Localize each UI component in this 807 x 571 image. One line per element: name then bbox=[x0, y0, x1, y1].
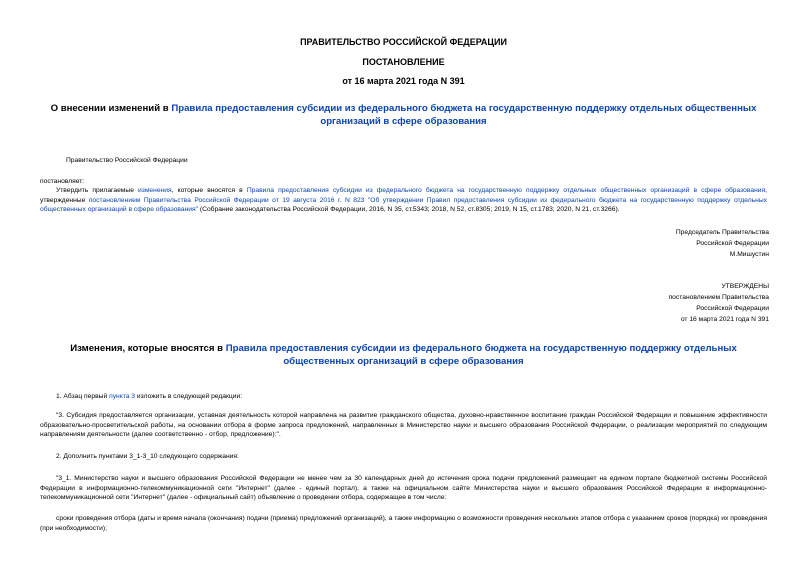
preamble-decides: постановляет: bbox=[40, 178, 85, 185]
rules-link[interactable]: Правила предоставления субсидии из федерального бюджета на государственную поддержку отдельных общественных организаций в сфере образования bbox=[246, 187, 766, 194]
changes-link[interactable]: изменения bbox=[138, 187, 172, 194]
preamble-approve-paragraph bbox=[40, 186, 767, 215]
header-government: ПРАВИТЕЛЬСТВО РОССИЙСКОЙ ФЕДЕРАЦИИ bbox=[300, 37, 507, 47]
changes-title-rules-link[interactable]: Правила предоставления субсидии из федерального бюджета на государственную поддержку отдельных общественных организаций в сфере образования bbox=[225, 343, 737, 367]
quote2-paragraph: "3_1. Министерство науки и высшего образования Российской Федерации не менее чем за 30 календарных дней до истечения срока подачи предложений размещает на едином портале бюджетной системы Российской Федерации в информационно-телекоммуникационной сети "Интернет" (далее - единый портал), а также на официальном сайте Министерства науки и высшего образования Российской Федерации в информационно-телекоммуникационной сети "Интернет" (далее - официальный сайт) объявление о проведении отбора, содержащее в том числе: bbox=[40, 475, 767, 502]
approve-text-c: , утвержденные bbox=[40, 187, 767, 204]
title-prefix: О внесении изменений в bbox=[50, 103, 172, 114]
quote1-paragraph: "3. Субсидия предоставляется организации, уставная деятельность которой направлена на развитие гражданского общества, духовно-нравственное воспитание граждан Российской Федерации и повышение эффективности образовательно-просветительской работы, на основании отбора в форме запроса предложений, направленных в Министерство науки и высшего образования Российской Федерации, о реализации мероприятий по следующим направлениям деятельности (далее соответственно - отбор, предложение):". bbox=[40, 412, 767, 439]
header-doc-type: ПОСТАНОВЛЕНИЕ bbox=[362, 57, 445, 67]
title-rules-link[interactable]: Правила предоставления субсидии из федерального бюджета на государственную поддержку отдельных общественных организаций в сфере образования bbox=[171, 103, 757, 127]
approved-line1: УТВЕРЖДЕНЫ bbox=[721, 283, 769, 290]
approved-line4: от 16 марта 2021 года N 391 bbox=[680, 316, 769, 323]
signature-line1: Председатель Правительства bbox=[675, 229, 769, 236]
changes-title-prefix: Изменения, которые вносятся в bbox=[70, 343, 226, 354]
item1-paragraph bbox=[56, 392, 242, 402]
signature-line2: Российской Федерации bbox=[696, 240, 769, 247]
preamble-issuer: Правительство Российской Федерации bbox=[66, 157, 188, 164]
document-title bbox=[0, 103, 807, 128]
item1-point3-link[interactable]: пункта 3 bbox=[109, 393, 136, 400]
resolution-823-link[interactable]: постановлением Правительства Российской Федерации от 19 августа 2016 г. N 823 "Об утверждении Правил предоставления субсидии из федерального бюджета на государственную поддержку отдельных общественных организаций в сфере образования" bbox=[40, 196, 767, 214]
approved-line3: Российской Федерации bbox=[696, 305, 769, 312]
header-date-number: от 16 марта 2021 года N 391 bbox=[342, 76, 465, 86]
approve-text-b: , которые вносятся в bbox=[171, 187, 247, 194]
changes-title bbox=[0, 343, 807, 368]
quote3-paragraph: сроки проведения отбора (даты и время начала (окончания) подачи (приема) предложений организаций), а также информацию о возможности проведения нескольких этапов отбора с указанием сроков (порядка) их проведения (при необходимости); bbox=[40, 515, 767, 532]
approve-text-a: Утвердить прилагаемые bbox=[56, 187, 139, 194]
item1-text-b: изложить в следующей редакции: bbox=[135, 393, 243, 400]
item1-text-a: 1. Абзац первый bbox=[56, 393, 110, 400]
item2-paragraph: 2. Дополнить пунктами 3_1-3_10 следующего содержания: bbox=[56, 453, 239, 460]
signature-name: М.Мишустин bbox=[729, 251, 769, 258]
approved-line2: постановлением Правительства bbox=[668, 294, 769, 301]
approve-text-d: (Собрание законодательства Российской Федерации, 2016, N 35, ст.5343; 2018, N 52, ст.8305; 2019, N 15, ст.1783; 2020, N 21, ст.3266). bbox=[198, 206, 620, 214]
